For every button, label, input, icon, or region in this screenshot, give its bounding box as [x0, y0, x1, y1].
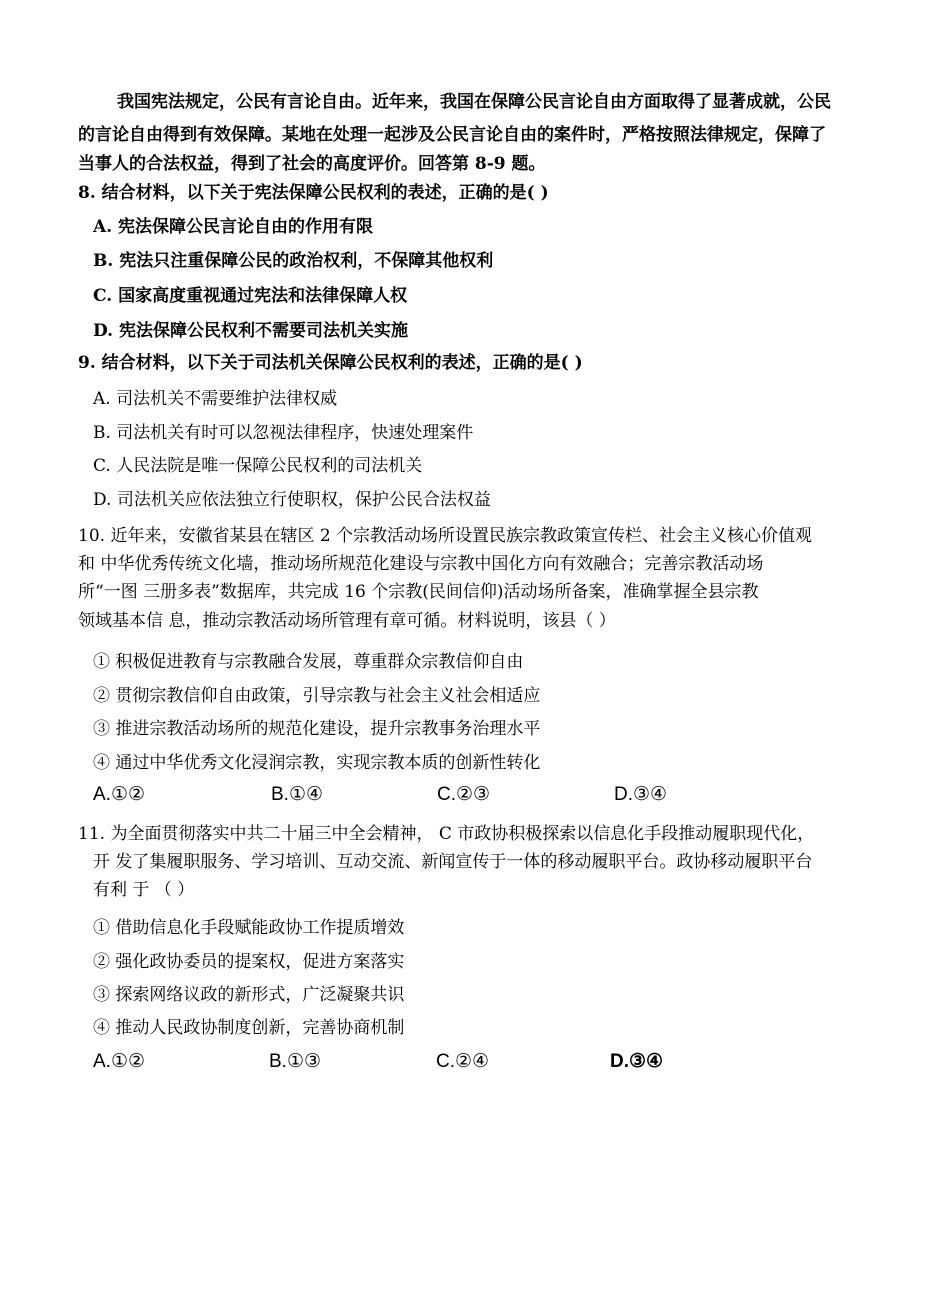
- question-10-stem-line-1: 10. 近年来，安徽省某县在辖区 2 个宗教活动场所设置民族宗教政策宣传栏、社会主义核心价值观: [78, 526, 813, 546]
- question-10-item-4: ④ 通过中华优秀文化浸润宗教，实现宗教本质的创新性转化: [93, 753, 541, 773]
- question-11-stem-line-3: 有利 于 （ ）: [93, 880, 195, 900]
- question-9-option-d: D. 司法机关应依法独立行使职权，保护公民合法权益: [93, 490, 491, 510]
- question-11-item-1: ① 借助信息化手段赋能政协工作提质增效: [93, 918, 405, 938]
- question-10-item-2: ② 贯彻宗教信仰自由政策，引导宗教与社会主义社会相适应: [93, 686, 541, 706]
- question-8-option-c: C. 国家高度重视通过宪法和法律保障人权: [93, 286, 408, 306]
- question-11-item-3: ③ 探索网络议政的新形式，广泛凝聚共识: [93, 985, 405, 1005]
- question-9-option-b: B. 司法机关有时可以忽视法律程序，快速处理案件: [93, 423, 474, 443]
- question-11-choice-a: A.①②: [93, 1051, 146, 1072]
- question-10-item-1: ① 积极促进教育与宗教融合发展，尊重群众宗教信仰自由: [93, 652, 524, 672]
- question-11-stem-line-1: 11. 为全面贯彻落实中共二十届三中全会精神， C 市政协积极探索以信息化手段推动履职现代化，: [78, 824, 815, 844]
- question-9-option-c: C. 人民法院是唯一保障公民权利的司法机关: [93, 456, 423, 476]
- question-11-stem-line-2: 开 发了集履职服务、学习培训、互动交流、新闻宣传于一体的移动履职平台。政协移动履职平台: [93, 852, 813, 872]
- question-8-option-a: A. 宪法保障公民言论自由的作用有限: [93, 217, 374, 237]
- intro-line-2: 的言论自由得到有效保障。某地在处理一起涉及公民言论自由的案件时，严格按照法律规定，保障了: [78, 125, 826, 145]
- question-10-stem-line-3: 所“一图 三册多表”数据库，共完成 16 个宗教(民间信仰)活动场所备案，准确掌握全县宗教: [78, 582, 759, 602]
- question-8-option-d: D. 宪法保障公民权利不需要司法机关实施: [93, 321, 408, 341]
- question-10-choice-b: B.①④: [271, 784, 324, 805]
- question-10-choice-d: D.③④: [614, 784, 668, 805]
- question-10-item-3: ③ 推进宗教活动场所的规范化建设，提升宗教事务治理水平: [93, 719, 541, 739]
- question-10-stem-line-2: 和 中华优秀传统文化墙，推动场所规范化建设与宗教中国化方向有效融合；完善宗教活动场: [78, 554, 764, 574]
- question-11-choice-d: D.③④: [610, 1051, 664, 1072]
- question-9-stem: 9. 结合材料，以下关于司法机关保障公民权利的表述，正确的是( ): [78, 353, 583, 373]
- question-11-choice-b: B.①③: [269, 1051, 322, 1072]
- question-11-item-4: ④ 推动人民政协制度创新，完善协商机制: [93, 1018, 405, 1038]
- question-10-stem-line-4: 领域基本信 息，推动宗教活动场所管理有章可循。材料说明，该县（ ）: [78, 611, 616, 631]
- question-10-choice-a: A.①②: [93, 784, 146, 805]
- question-9-option-a: A. 司法机关不需要维护法律权威: [93, 389, 338, 409]
- question-11-item-2: ② 强化政协委员的提案权，促进方案落实: [93, 952, 405, 972]
- question-11-choice-c: C.②④: [436, 1051, 490, 1072]
- intro-line-3: 当事人的合法权益，得到了社会的高度评价。回答第 8-9 题。: [78, 154, 546, 174]
- question-8-stem: 8. 结合材料，以下关于宪法保障公民权利的表述，正确的是( ): [78, 183, 549, 203]
- question-8-option-b: B. 宪法只注重保障公民的政治权利，不保障其他权利: [93, 251, 494, 271]
- intro-line-1: 我国宪法规定，公民有言论自由。近年来，我国在保障公民言论自由方面取得了显著成就，公民: [117, 92, 831, 112]
- question-10-choice-c: C.②③: [437, 784, 491, 805]
